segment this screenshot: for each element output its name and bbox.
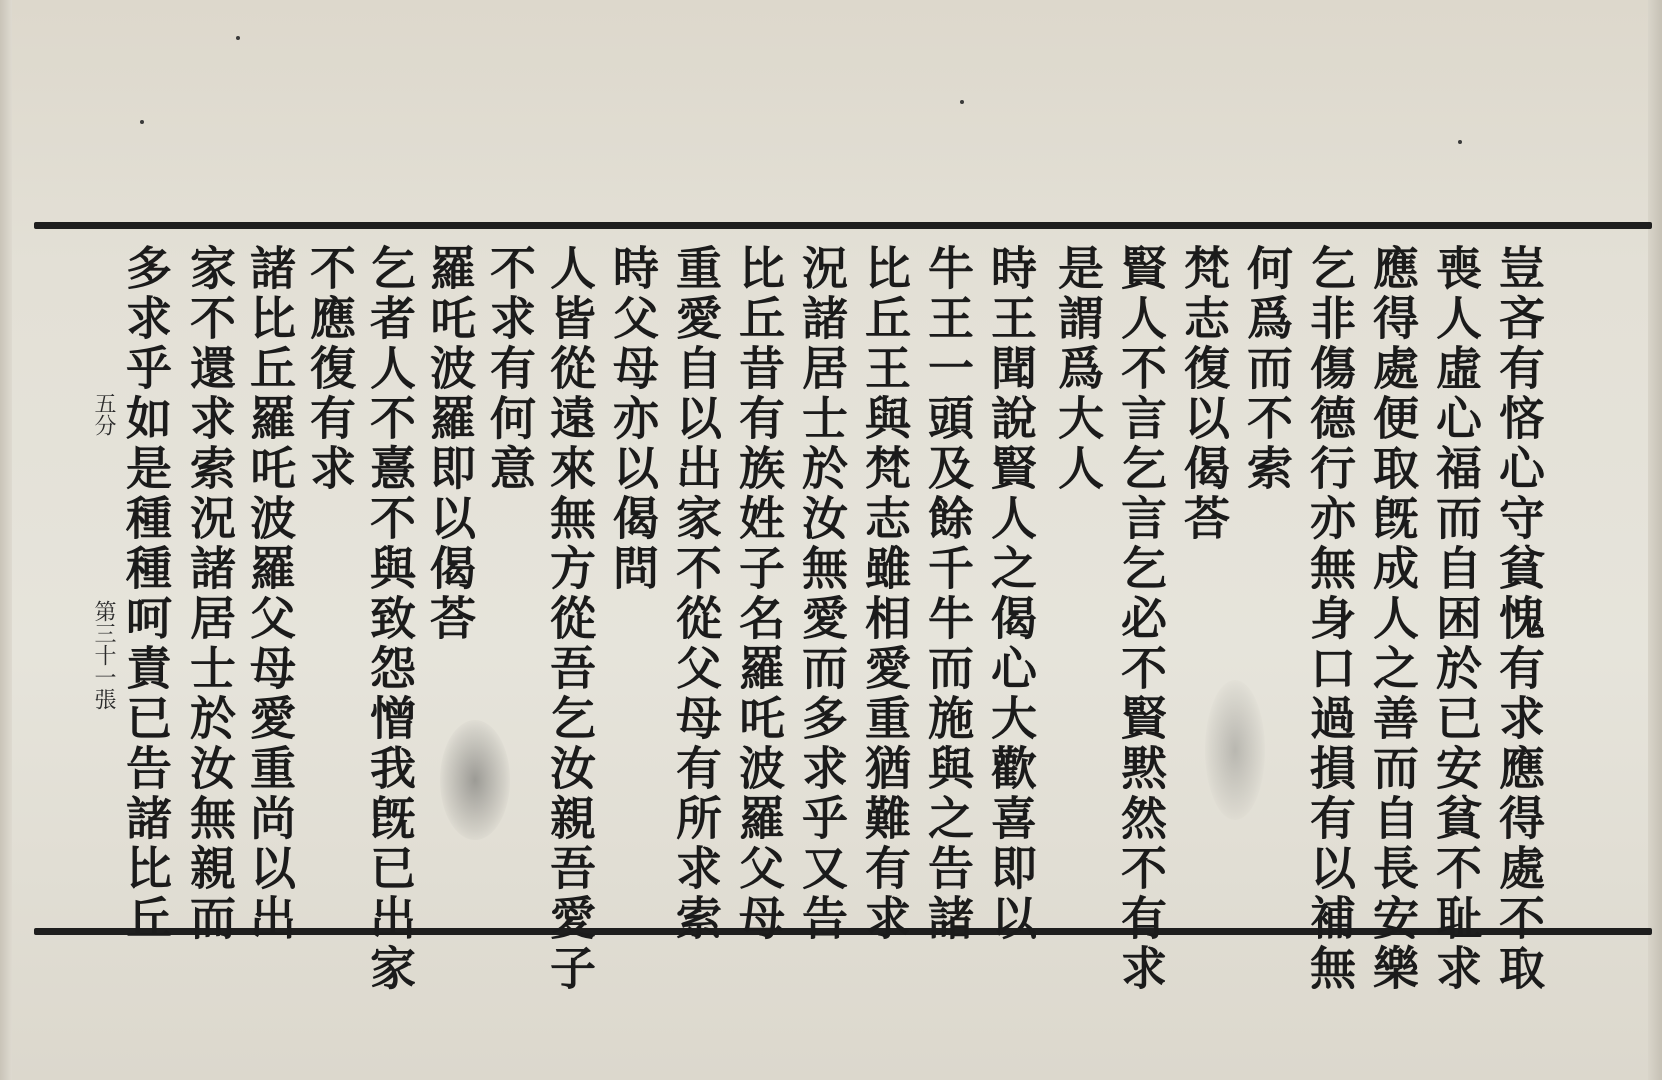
- ink-smudge: [440, 720, 510, 840]
- text-column: 乞者人不憙不與致怨憎我旣已出家: [363, 244, 417, 994]
- page-right-edge: [1648, 0, 1662, 1080]
- paper-fleck: [140, 120, 144, 124]
- text-column: 羅吒波羅即以偈荅: [423, 244, 477, 644]
- text-column: 是謂爲大人: [1051, 244, 1105, 494]
- text-column: 何爲而不索: [1240, 244, 1294, 494]
- text-column: 時王聞說賢人之偈心大歡喜即以: [984, 244, 1038, 944]
- text-column: 家不還求索況諸居士於汝無親而: [183, 244, 237, 944]
- text-column: 諸比丘羅吒波羅父母愛重尚以出: [243, 244, 297, 944]
- paper-fleck: [236, 36, 240, 40]
- top-border-rule: [34, 222, 1652, 229]
- text-column: 比丘昔有族姓子名羅吒波羅父母: [732, 244, 786, 944]
- folio-number: 第三十一張: [91, 600, 116, 710]
- text-column: 賢人不言乞言乞必不賢黙然不有求: [1114, 244, 1168, 994]
- text-column: 人皆從遠來無方從吾乞汝親吾愛子: [543, 244, 597, 994]
- text-column: 喪人虛心福而自困於已安貧不耻求: [1429, 244, 1483, 994]
- text-column: 豈吝有悋心守貧愧有求應得處不取: [1492, 244, 1546, 994]
- text-column: 不應復有求: [303, 244, 357, 494]
- text-column: 重愛自以出家不從父母有所求索: [669, 244, 723, 944]
- text-column: 乞非傷德行亦無身口過損有以補無: [1303, 244, 1357, 994]
- ink-smudge: [1205, 680, 1265, 820]
- text-column: 梵志復以偈荅: [1177, 244, 1231, 544]
- text-column: 比丘王與梵志雖相愛重猶難有求: [858, 244, 912, 944]
- page-left-edge: [0, 0, 12, 1080]
- paper-fleck: [960, 100, 964, 104]
- text-column: 時父母亦以偈問: [606, 244, 660, 594]
- text-column: 多求乎如是種種呵責已告諸比丘: [119, 244, 173, 944]
- text-column: 況諸居士於汝無愛而多求乎又告: [795, 244, 849, 944]
- text-column: 牛王一頭及餘千牛而施與之告諸: [921, 244, 975, 944]
- paper-fleck: [1458, 140, 1462, 144]
- fascicle-note: 五分: [91, 392, 116, 436]
- text-column: 不求有何意: [483, 244, 537, 494]
- text-column: 應得處便取旣成人之善而自長安樂: [1366, 244, 1420, 994]
